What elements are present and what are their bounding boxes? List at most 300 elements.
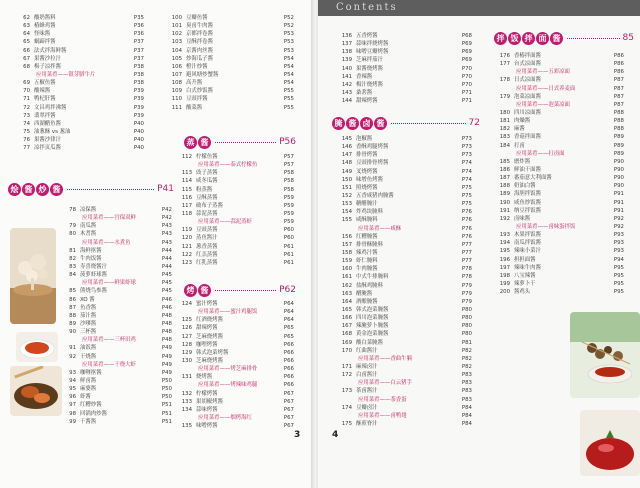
toc-entry [494,60,624,68]
entry-page: P78 [461,266,472,273]
entry-title: 京酱肉丝酱 [186,47,213,54]
entry-title: 五香咸猪肉腌酱 [356,192,394,199]
entry-title: 豉子蒸酱 [196,170,218,177]
entry-title: 豆酥拌卷酱 [186,39,213,46]
entry-number: 182 [499,126,510,133]
toc-entry [60,255,172,263]
entry-page: P93 [613,232,624,239]
entry-title: 台式凉面酱 [514,61,541,68]
toc-entry [336,200,472,208]
entry-number: 101 [171,23,182,30]
toc-entry [60,312,172,320]
toc-entry [60,287,172,295]
entry-title: 应用菜肴——烤辣味鸡腿 [198,382,258,389]
entry-title: 应用菜肴——咸酥 [358,225,402,232]
entry-number: 175 [341,420,352,427]
entry-title: 咖哩烤酱 [196,341,218,348]
toc-entry [336,387,472,395]
page-number: 3 [294,430,301,440]
section-header-bbq-sauce [184,282,296,298]
entry-number: 166 [341,315,352,322]
entry-page: P69 [461,49,472,56]
entry-title: 避风塘炒蟹酱 [186,71,219,78]
entry-number: 152 [341,192,352,199]
toc-entry [336,241,472,249]
entry-title: 泡菜凉面酱 [514,93,541,100]
entry-page: P57 [283,162,294,169]
entry-title: 果酱沙律汁 [34,137,61,144]
entry-title: 烧烤酱 [196,374,213,381]
entry-page: P38 [133,71,144,78]
entry-page: P64 [283,309,294,316]
entry-title: 柠檬鱼酱 [196,154,218,160]
entry-page: P77 [461,241,472,248]
entry-title: 豆豉排骨烤酱 [356,160,389,167]
toc-entry [176,406,294,414]
toc-entry [60,271,172,279]
entry-title: 咖喱抠酱 [80,369,102,376]
entry-number: 102 [171,31,182,38]
entry-page: P45 [161,280,172,287]
entry-page: P64 [283,317,294,324]
toc-column-1 [336,32,472,105]
toc-entry [60,222,172,230]
section-char: 拌 [494,32,507,45]
entry-title: 千酱酱 [80,418,97,425]
entry-number: 196 [499,256,510,263]
toc-entry [60,369,172,377]
toc-applied-dish [176,161,294,169]
toc-entry [336,135,472,143]
entry-number: 135 [181,423,192,430]
toc-entry [176,324,294,332]
entry-number: 192 [499,215,510,222]
toc-entry [60,393,172,401]
entry-page: P67 [283,398,294,405]
entry-page: P42 [161,215,172,222]
entry-page: P91 [613,207,624,214]
entry-page: P93 [613,240,624,247]
entry-title: 豆酥蒸酱 [196,194,218,201]
entry-number: 95 [69,386,76,393]
entry-page: P36 [133,23,144,30]
entry-number: 143 [341,89,352,96]
entry-title: 干烧酱 [80,353,97,360]
entry-number: 112 [181,154,192,160]
entry-page: P60 [283,227,294,234]
toc-entry [166,14,294,22]
toc-entry [60,263,172,271]
entry-number: 189 [499,191,510,198]
section-char: 酱 [198,136,211,149]
entry-page: P37 [133,39,144,46]
entry-title: 红曲酱汁 [356,347,378,354]
entry-number: 150 [341,176,352,183]
toc-entry [336,73,472,81]
entry-title: 虾酱 [80,394,91,401]
section-char: 酱 [346,117,359,130]
toc-entry [494,199,624,207]
toc-entry [166,22,294,30]
entry-page: P43 [161,231,172,238]
toc-entry [60,353,172,361]
entry-title: 虾仁腌料 [356,258,378,265]
entry-title: 应用菜肴——卤鸭翅 [358,412,407,419]
entry-number: 94 [69,377,76,384]
entry-title: 鲜卤酱 [80,377,97,384]
entry-title: 辣味小菜汁 [514,248,541,255]
entry-number: 199 [499,280,510,287]
entry-number: 110 [171,96,182,103]
entry-page: P83 [461,388,472,395]
entry-page: P40 [133,137,144,144]
section-char: 酱 [50,183,63,196]
entry-page: P53 [283,47,294,54]
toc-entry [166,71,294,79]
entry-title: 香椿拌面酱 [514,53,541,59]
entry-page: P58 [283,178,294,185]
entry-title: 梅子凉拌酱 [34,63,61,70]
entry-title: 香菇拌面酱 [514,134,541,141]
entry-title: 八宝辣酱 [514,272,536,279]
entry-page: P92 [613,215,624,222]
entry-number: 139 [341,57,352,64]
toc-entry [494,288,624,296]
entry-page: P49 [161,353,172,360]
entry-page: P48 [161,337,172,344]
toc-entry [176,153,294,161]
entry-title: 熊烧鸟参酱 [80,288,107,295]
entry-number: 136 [341,33,352,39]
toc-entry [336,81,472,89]
toc-entry [336,282,472,290]
entry-title: 应用菜肴——烟烤海红 [198,414,252,421]
toc-applied-dish [60,279,172,287]
entry-title: 咸鱼炒饭酱 [514,199,541,206]
entry-title: 辣萝卜干 [514,280,536,287]
toc-entry [336,371,472,379]
entry-page: P49 [161,361,172,368]
entry-title: 纳豆拌饭酱 [514,207,541,214]
entry-number: 91 [69,345,76,352]
toc-entry [336,48,472,56]
entry-number: 98 [69,410,76,417]
entry-page: P76 [461,209,472,216]
toc-applied-dish [176,218,294,226]
toc-entry [166,30,294,38]
toc-column-2 [336,135,472,428]
entry-title: 京都拌卷酱 [186,31,213,38]
entry-title: 沙嗲酱 [80,320,97,327]
entry-page: P71 [461,98,472,105]
entry-number: 82 [69,255,76,262]
entry-page: P74 [461,168,472,175]
entry-number: 92 [69,353,76,360]
entry-number: 73 [23,112,30,119]
toc-entry [336,314,472,322]
toc-entry [176,373,294,381]
entry-page: P46 [161,304,172,311]
toc-entry [60,247,172,255]
toc-entry [176,186,294,194]
entry-page: P76 [461,225,472,232]
entry-number: 197 [499,264,510,271]
entry-number: 93 [69,369,76,376]
entry-number: 195 [499,248,510,255]
entry-title: 香辣酱 [356,73,373,80]
entry-title: 酸奶酱料 [34,15,56,21]
entry-title: 法式拌海鲜酱 [34,47,67,54]
entry-number: 133 [181,398,192,405]
entry-number: 67 [23,55,30,62]
entry-page: P42 [161,207,172,213]
toc-entry [166,104,294,112]
entry-page: P61 [283,259,294,266]
toc-entry [176,349,294,357]
toc-entry [176,234,294,242]
entry-page: P39 [133,112,144,119]
entry-title: 味增鱼烤酱 [356,176,383,183]
toc-entry [336,65,472,73]
toc-column-5 [176,300,294,430]
section-char: 腌 [332,117,345,130]
entry-title: 葱香蒸酱 [196,243,218,250]
entry-title: 味噌豆瓣烤酱 [356,49,389,56]
entry-title: 红糟腌酱 [356,233,378,240]
entry-number: 118 [181,210,192,217]
section-char: 炒 [36,183,49,196]
entry-number: 87 [69,304,76,311]
entry-page: P79 [461,290,472,297]
entry-page: P91 [613,191,624,198]
entry-title: 豆瓣卤汁 [356,404,378,411]
entry-page: P84 [461,412,472,419]
entry-page: P65 [283,325,294,332]
toc-entry [176,316,294,324]
entry-number: 130 [181,357,192,364]
toc-column-1 [14,14,144,152]
entry-page: P73 [461,136,472,142]
entry-page: P67 [283,423,294,430]
entry-title: 应用菜肴——五彩凉面 [516,69,570,76]
toc-column-2 [166,14,294,112]
toc-entry [60,377,172,385]
toc-entry [494,117,624,125]
entry-number: 160 [341,266,352,273]
toc-entry [176,210,294,218]
section-char: 烤 [184,284,197,297]
entry-page: P75 [461,201,472,208]
food-photo-skewers [570,312,640,398]
entry-title: 担担面酱 [514,256,536,263]
entry-page: P53 [283,39,294,46]
entry-title: 芝麻烧烤酱 [196,357,223,364]
entry-title: 叉烧烤酱 [356,168,378,175]
section-dotted-line [391,122,466,124]
toc-applied-dish [60,239,172,247]
entry-title: 粉蒸酱 [196,186,213,193]
toc-entry [336,322,472,330]
entry-title: 麻辣卤汁 [356,363,378,370]
entry-page: P49 [161,369,172,376]
entry-number: 90 [69,329,76,336]
entry-title: 鸭杞肝酱 [34,96,56,103]
entry-number: 146 [341,144,352,151]
entry-title: 卤味酱 [514,215,531,222]
entry-number: 198 [499,272,510,279]
entry-page: P87 [613,93,624,100]
entry-number: 65 [23,39,30,46]
entry-title: 应用菜肴——白云猪手 [358,380,412,387]
entry-title: 三杯酱 [80,329,97,336]
entry-number: 141 [341,73,352,80]
entry-number: 190 [499,199,510,206]
food-photo-tomato [580,410,640,476]
entry-page: P43 [161,223,172,230]
entry-number: 151 [341,184,352,191]
entry-page: P40 [133,128,144,135]
toc-entry [494,190,624,198]
entry-page: P64 [283,301,294,307]
entry-number: 181 [499,118,510,125]
entry-title: 应用菜肴——茶香蛋 [358,396,407,403]
section-page: 72 [468,118,480,128]
entry-page: P84 [461,420,472,427]
left-page [0,0,312,488]
toc-entry [336,151,472,159]
section-char: 面 [536,32,549,45]
entry-number: 109 [171,88,182,95]
entry-page: P58 [283,186,294,193]
entry-number: 169 [341,339,352,346]
entry-number: 86 [69,296,76,303]
entry-title: 豆豉蒸酱 [196,227,218,234]
toc-entry [494,109,624,117]
toc-entry [166,63,294,71]
toc-entry [60,296,172,304]
entry-page: P82 [461,363,472,370]
section-page: P56 [279,137,296,147]
entry-page: P67 [283,390,294,397]
toc-entry [494,215,624,223]
toc-applied-dish [176,365,294,373]
entry-page: P70 [461,73,472,80]
toc-applied-dish [60,336,172,344]
entry-title: 应用菜肴——蒜泥蒸虾 [198,219,252,226]
entry-page: P51 [161,402,172,409]
entry-number: 172 [341,372,352,379]
entry-number: 193 [499,232,510,239]
entry-page: P61 [283,251,294,258]
entry-page: P90 [613,175,624,182]
entry-page: P51 [161,418,172,425]
entry-page: P39 [133,88,144,95]
entry-page: P79 [461,282,472,289]
entry-title: 鱼香酱 [80,304,97,311]
entry-number: 119 [181,227,192,234]
entry-number: 96 [69,394,76,401]
entry-number: 153 [341,201,352,208]
entry-title: 海胆拌饭酱 [514,191,541,198]
entry-page: P52 [283,23,294,30]
entry-page: P93 [613,248,624,255]
toc-column-3 [494,52,624,296]
entry-number: 200 [499,289,510,296]
entry-number: 188 [499,183,510,190]
entry-page: P73 [461,152,472,159]
entry-number: 84 [69,272,76,279]
entry-page: P50 [161,386,172,393]
entry-title: 红酒烧烤酱 [196,317,223,324]
entry-page: P95 [613,289,624,296]
entry-page: P66 [283,341,294,348]
toc-entry [494,125,624,133]
entry-title: 臭卤牛肉酱 [186,23,213,30]
entry-page: P55 [283,104,294,111]
entry-page: P43 [161,239,172,246]
section-char: 拌 [522,32,535,45]
entry-title: 炸鸡块腌料 [356,209,383,216]
entry-number: 108 [171,80,182,87]
entry-title: 泡椒酱 [356,136,373,142]
entry-page: P48 [161,312,172,319]
entry-page: P58 [283,170,294,177]
toc-entry [336,176,472,184]
entry-page: P60 [283,235,294,242]
entry-number: 97 [69,402,76,409]
entry-title: 凉保酱 [80,207,97,213]
entry-page: P83 [461,396,472,403]
section-char: 酱 [374,117,387,130]
entry-title: 日式凉面酱 [514,77,541,84]
entry-number: 120 [181,235,192,242]
entry-number: 170 [341,347,352,354]
entry-number: 179 [499,93,510,100]
entry-page: P83 [461,372,472,379]
entry-page: P92 [613,223,624,230]
toc-entry [336,265,472,273]
entry-title: 橙汁炒酱 [186,63,208,70]
entry-title: 凉拌页瓜酱 [34,145,61,152]
entry-number: 115 [181,186,192,193]
entry-title: 应用菜肴——宫保双鲜 [82,215,136,222]
entry-page: P95 [613,264,624,271]
entry-title: 红乳蒸酱 [196,259,218,266]
entry-title: 蜜汁烤酱 [196,301,218,307]
toc-entry [176,177,294,185]
entry-page: P95 [613,280,624,287]
entry-title: 红糟炒酱 [80,402,102,409]
entry-title: 酸菜酱 [186,104,203,111]
entry-page: P82 [461,355,472,362]
food-photo-stir-fry [10,366,62,416]
toc-entry [60,304,172,312]
entry-number: 163 [341,290,352,297]
toc-entry [14,55,144,63]
entry-page: P67 [283,414,294,421]
entry-number: 66 [23,47,30,54]
entry-title: 菠萝虾球酱 [80,272,107,279]
toc-entry [176,226,294,234]
entry-page: P86 [613,61,624,68]
toc-entry [494,256,624,264]
entry-title: 番茄意大利面酱 [514,175,552,182]
entry-title: 柠檬烤酱 [196,390,218,397]
entry-number: 176 [499,53,510,59]
entry-number: 155 [341,217,352,224]
entry-number: 187 [499,175,510,182]
toc-column-4 [176,153,294,267]
